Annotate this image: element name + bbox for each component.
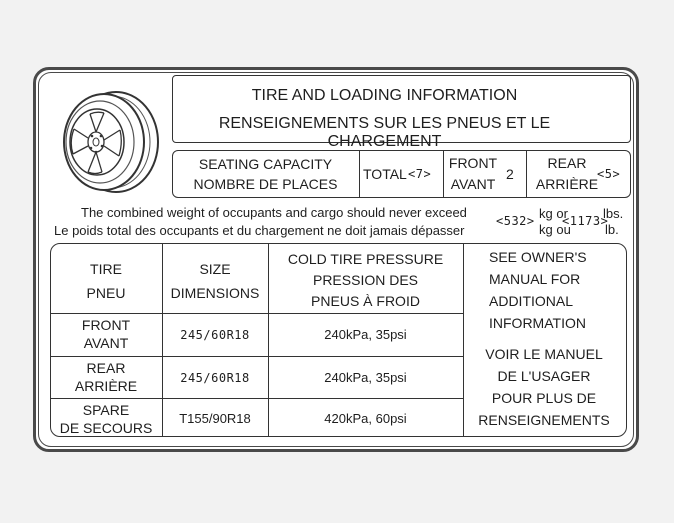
weight-lbs-unit-french: lb.: [605, 222, 619, 237]
seating-total-label: TOTAL: [363, 166, 407, 182]
row-rear-pressure: 240kPa, 35psi: [324, 370, 407, 385]
row-front-label-french: AVANT: [83, 335, 129, 351]
weight-kg-unit-french: kg ou: [539, 222, 571, 237]
seating-front-value: 2: [506, 166, 514, 182]
manual-note-english-line: INFORMATION: [489, 315, 586, 331]
row-rear-label-french: ARRIÈRE: [74, 378, 138, 394]
table-row-divider: [50, 313, 463, 314]
row-front-size: 245/60R18: [180, 328, 250, 342]
header-size-english: SIZE: [199, 261, 231, 277]
manual-note-english-line: SEE OWNER'S: [489, 249, 587, 265]
seating-divider: [359, 150, 360, 198]
title-french: RENSEIGNEMENTS SUR LES PNEUS ET LE CHARGEMENT: [218, 115, 551, 150]
row-spare-pressure: 420kPa, 60psi: [324, 411, 407, 426]
header-pressure-line-1: COLD TIRE PRESSURE: [287, 251, 444, 267]
header-tire-english: TIRE: [90, 261, 122, 277]
table-row-divider: [50, 356, 463, 357]
title-english: TIRE AND LOADING INFORMATION: [251, 87, 518, 104]
seating-rear-english: REAR: [547, 155, 587, 171]
manual-note-french-line: RENSEIGNEMENTS: [478, 412, 610, 428]
row-spare-size: T155/90R18: [179, 411, 251, 426]
weight-statement-english: The combined weight of occupants and cargo should never exceed: [81, 205, 467, 220]
header-tire-french: PNEU: [86, 285, 126, 301]
seating-label-french: NOMBRE DE PLACES: [193, 176, 338, 192]
manual-note-english-line: MANUAL FOR: [489, 271, 581, 287]
row-spare-label-french: DE SECOURS: [59, 420, 153, 436]
seating-divider: [526, 150, 527, 198]
manual-note-french-line: VOIR LE MANUEL: [485, 346, 603, 362]
weight-kg-unit-english: kg or: [539, 206, 568, 221]
seating-rear-french: ARRIÈRE: [535, 176, 599, 192]
row-spare-label-english: SPARE: [82, 402, 130, 418]
tire-wheel-icon: [52, 86, 164, 198]
manual-note-french-line: DE L'USAGER: [497, 368, 591, 384]
table-column-divider: [463, 243, 464, 437]
seating-rear-value: <5>: [597, 167, 621, 181]
row-rear-label-english: REAR: [86, 360, 126, 376]
seating-front-english: FRONT: [448, 155, 498, 171]
weight-lbs-unit-english: lbs.: [603, 206, 624, 221]
header-pressure-line-2: PRESSION DES: [312, 272, 419, 288]
seating-divider: [443, 150, 444, 198]
header-size-french: DIMENSIONS: [170, 285, 260, 301]
seating-label-english: SEATING CAPACITY: [198, 156, 333, 172]
row-front-pressure: 240kPa, 35psi: [324, 327, 407, 342]
row-front-label-english: FRONT: [81, 317, 131, 333]
weight-lbs-value: <1173>: [562, 214, 609, 228]
seating-front-french: AVANT: [450, 176, 496, 192]
row-rear-size: 245/60R18: [180, 371, 250, 385]
weight-kg-value: <532>: [496, 214, 535, 228]
header-pressure-line-3: PNEUS À FROID: [311, 293, 420, 309]
weight-statement-french: Le poids total des occupants et du chargement ne doit jamais dépasser: [54, 223, 465, 238]
manual-note-french-line: POUR PLUS DE: [491, 390, 597, 406]
table-row-divider: [50, 398, 463, 399]
manual-note-english-line: ADDITIONAL: [489, 293, 574, 309]
seating-total-value: <7>: [408, 167, 432, 181]
